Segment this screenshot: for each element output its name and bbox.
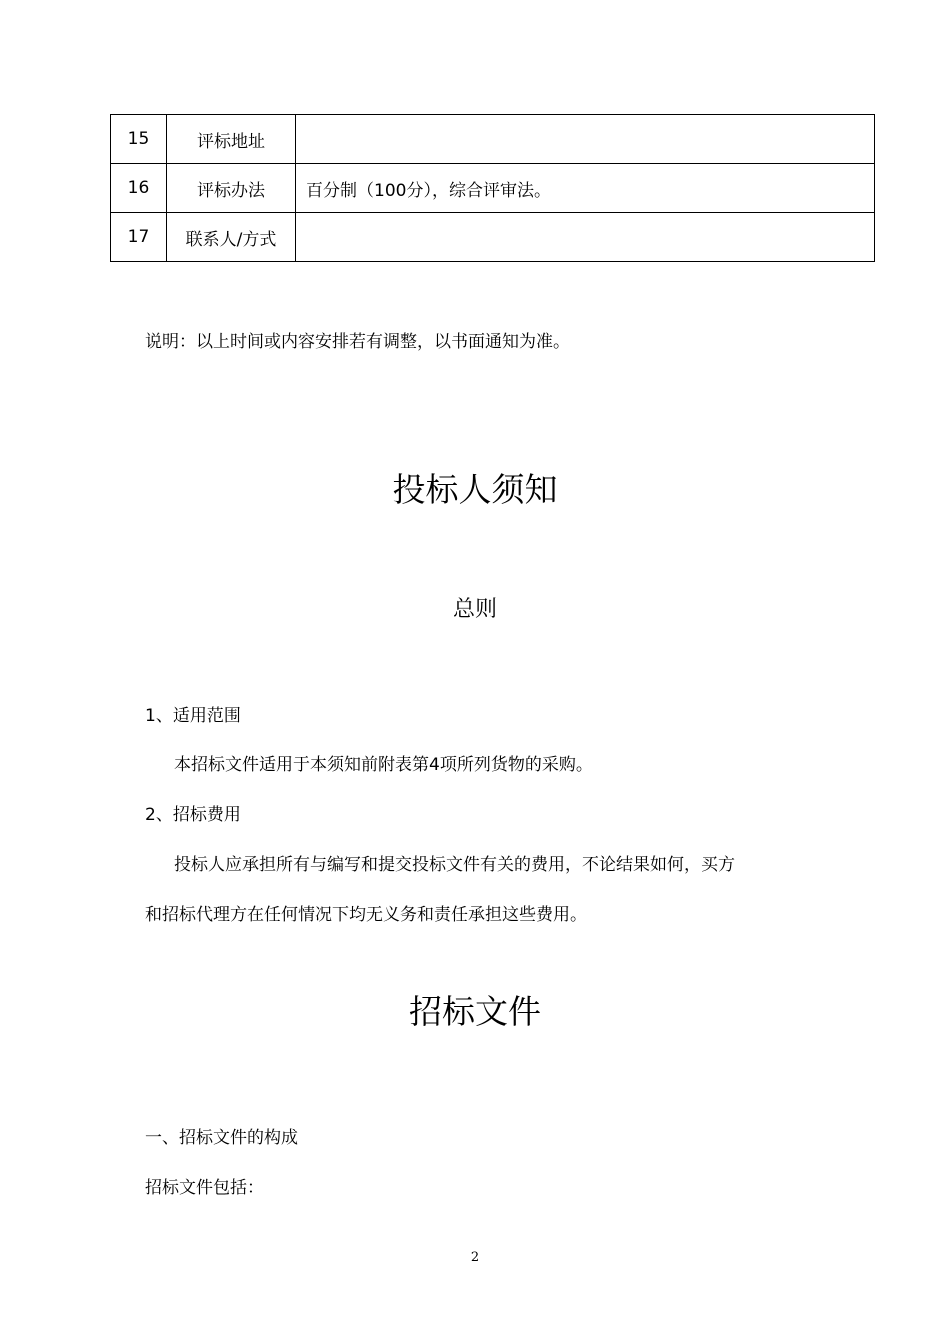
row-item: 联系人/方式 (167, 213, 296, 262)
row-number: 15 (111, 115, 167, 164)
clause-heading: 1、适用范围 (145, 706, 241, 726)
clause-heading: 一、招标文件的构成 (145, 1128, 298, 1148)
clause-text: 投标人应承担所有与编写和提交投标文件有关的费用，不论结果如何，买方 (174, 855, 735, 875)
row-number: 17 (111, 213, 167, 262)
clause-text: 招标文件包括： (145, 1178, 264, 1198)
row-content (296, 115, 875, 164)
section-title-bidder-instructions: 投标人须知 (392, 470, 558, 509)
table-note: 说明：以上时间或内容安排若有调整，以书面通知为准。 (145, 332, 570, 352)
page-number: 2 (470, 1250, 480, 1265)
table-row (111, 115, 875, 164)
row-number: 16 (111, 164, 167, 213)
row-item: 评标办法 (167, 164, 296, 213)
table-row (111, 213, 875, 262)
info-table (110, 114, 875, 262)
row-content: 百分制（100分），综合评审法。 (296, 164, 875, 213)
clause-text: 本招标文件适用于本须知前附表第4项所列货物的采购。 (174, 755, 593, 775)
row-item: 评标地址 (167, 115, 296, 164)
clause-heading: 2、招标费用 (145, 805, 241, 825)
row-content (296, 213, 875, 262)
clause-text: 和招标代理方在任何情况下均无义务和责任承担这些费用。 (145, 905, 587, 925)
table-row (111, 164, 875, 213)
section-title-tender-documents: 招标文件 (409, 992, 541, 1031)
section-subtitle-general: 总则 (452, 597, 497, 622)
